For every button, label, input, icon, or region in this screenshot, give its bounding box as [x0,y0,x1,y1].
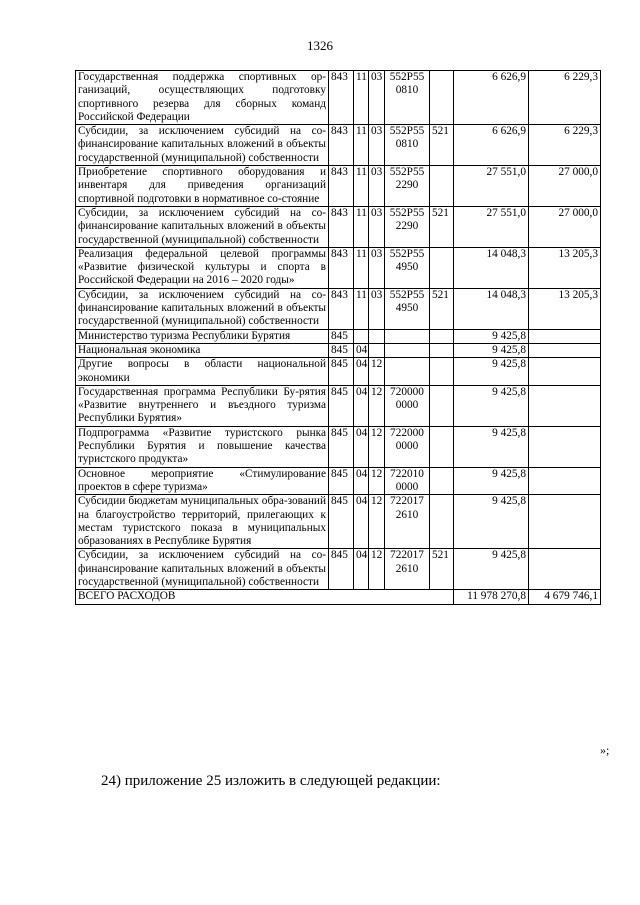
table-row [76,288,601,329]
row-sum-2: 6 229,3 [529,125,601,166]
row-pr [369,329,385,343]
row-pr: 12 [369,495,385,549]
row-name: Реализация федеральной целевой программы «Развитие физической культуры и спорта в Российской Федерации на 2016 – 2020 годы» [76,247,329,288]
row-sum-1: 9 425,8 [454,385,529,426]
row-rz: 04 [354,358,369,386]
row-rz: 04 [354,495,369,549]
row-vr [430,247,454,288]
row-cs: 722000 0000 [385,426,430,467]
row-sum-2 [529,495,601,549]
row-rz: 04 [354,467,369,495]
row-sum-1: 6 626,9 [454,125,529,166]
row-cs: 722017 2610 [385,549,430,590]
row-sum-1: 9 425,8 [454,358,529,386]
row-cs: 722017 2610 [385,495,430,549]
budget-table [75,70,601,605]
row-sum-1: 27 551,0 [454,166,529,207]
row-name: Субсидии, за исключением субсидий на со-финансирование капитальных вложений в объекты государственной (муниципальной) собственности [76,549,329,590]
row-name: Основное мероприятие «Стимулирование проектов в сфере туризма» [76,467,329,495]
table-row [76,549,601,590]
row-vr [430,467,454,495]
row-gr: 845 [329,426,354,467]
row-name: Подпрограмма «Развитие туристского рынка Республики Бурятия и повышение качества туристского продукта» [76,426,329,467]
row-cs: 552P55 4950 [385,288,430,329]
row-pr: 12 [369,358,385,386]
instruction-text: 24) приложение 25 изложить в следующей редакции: [101,773,441,789]
row-name: Государственная программа Республики Бу-рятия «Развитие внутреннего и въездного туризма Республики Бурятия» [76,385,329,426]
row-vr [430,495,454,549]
row-sum-1: 14 048,3 [454,247,529,288]
table-row [76,426,601,467]
table-row [76,467,601,495]
row-name: Субсидии, за исключением субсидий на со-финансирование капитальных вложений в объекты государственной (муниципальной) собственности [76,206,329,247]
row-rz: 11 [354,288,369,329]
row-cs [385,329,430,343]
row-pr [369,343,385,357]
row-name: Национальная экономика [76,343,329,357]
row-sum-2: 27 000,0 [529,206,601,247]
row-rz: 11 [354,125,369,166]
row-vr [430,426,454,467]
table-row [76,247,601,288]
row-sum-2: 27 000,0 [529,166,601,207]
row-sum-2: 6 229,3 [529,71,601,125]
row-rz [354,329,369,343]
table-row [76,71,601,125]
row-pr: 12 [369,549,385,590]
row-gr: 845 [329,343,354,357]
row-gr: 845 [329,358,354,386]
row-vr: 521 [430,206,454,247]
row-gr: 845 [329,385,354,426]
table-body [76,71,601,590]
row-gr: 845 [329,549,354,590]
row-sum-2 [529,343,601,357]
row-vr: 521 [430,549,454,590]
row-cs: 552P55 4950 [385,247,430,288]
row-name: Субсидии, за исключением субсидий на со-финансирование капитальных вложений в объекты государственной (муниципальной) собственности [76,125,329,166]
row-vr [430,329,454,343]
closing-quote: »; [600,743,610,757]
row-sum-2 [529,358,601,386]
row-cs: 552P55 0810 [385,125,430,166]
row-sum-2 [529,426,601,467]
row-sum-1: 9 425,8 [454,343,529,357]
row-pr: 03 [369,206,385,247]
row-gr: 843 [329,206,354,247]
row-sum-2 [529,385,601,426]
total-sum-2: 4 679 746,1 [529,590,601,604]
row-sum-2: 13 205,3 [529,247,601,288]
row-gr: 845 [329,467,354,495]
row-pr: 12 [369,467,385,495]
row-vr: 521 [430,125,454,166]
row-gr: 845 [329,495,354,549]
row-cs: 722010 0000 [385,467,430,495]
row-pr: 03 [369,71,385,125]
row-gr: 845 [329,329,354,343]
row-sum-1: 9 425,8 [454,467,529,495]
row-pr: 03 [369,166,385,207]
row-rz: 11 [354,166,369,207]
table-row [76,495,601,549]
row-pr: 03 [369,288,385,329]
row-sum-1: 27 551,0 [454,206,529,247]
row-sum-2 [529,467,601,495]
row-rz: 04 [354,549,369,590]
row-cs [385,358,430,386]
row-sum-1: 9 425,8 [454,426,529,467]
row-sum-2 [529,329,601,343]
row-cs: 552P55 2290 [385,206,430,247]
total-row [76,590,601,604]
total-sum-1: 11 978 270,8 [454,590,529,604]
row-gr: 843 [329,288,354,329]
row-name: Субсидии бюджетам муниципальных обра-зований на благоустройство территорий, прилегающих к местам туристского показа в муниципальных образованиях в Республике Бурятия [76,495,329,549]
row-cs: 552P55 0810 [385,71,430,125]
row-rz: 04 [354,426,369,467]
row-vr [430,166,454,207]
row-pr: 03 [369,125,385,166]
row-vr [430,343,454,357]
row-gr: 843 [329,247,354,288]
table-row [76,206,601,247]
row-cs: 552P55 2290 [385,166,430,207]
row-name: Другие вопросы в области национальной экономики [76,358,329,386]
row-pr: 03 [369,247,385,288]
row-pr: 12 [369,385,385,426]
row-sum-1: 9 425,8 [454,495,529,549]
row-vr [430,385,454,426]
table-row [76,385,601,426]
table-row [76,329,601,343]
row-cs: 720000 0000 [385,385,430,426]
row-gr: 843 [329,71,354,125]
table-row [76,358,601,386]
row-name: Государственная поддержка спортивных ор-ганизаций, осуществляющих подготовку спортивного резерва для сборных команд Российской Федерации [76,71,329,125]
row-cs [385,343,430,357]
row-name: Министерство туризма Республики Бурятия [76,329,329,343]
row-rz: 04 [354,343,369,357]
row-sum-2 [529,549,601,590]
row-vr: 521 [430,288,454,329]
page-number: 1326 [307,38,333,53]
table-row [76,125,601,166]
row-rz: 11 [354,206,369,247]
row-rz: 04 [354,385,369,426]
row-gr: 843 [329,166,354,207]
row-name: Субсидии, за исключением субсидий на со-финансирование капитальных вложений в объекты государственной (муниципальной) собственности [76,288,329,329]
row-pr: 12 [369,426,385,467]
table-row [76,343,601,357]
row-sum-1: 14 048,3 [454,288,529,329]
row-rz: 11 [354,247,369,288]
total-label: ВСЕГО РАСХОДОВ [76,590,454,604]
row-vr [430,71,454,125]
row-vr [430,358,454,386]
row-sum-1: 9 425,8 [454,549,529,590]
row-gr: 843 [329,125,354,166]
row-sum-2: 13 205,3 [529,288,601,329]
table-row [76,166,601,207]
row-name: Приобретение спортивного оборудования и инвентаря для приведения организаций спортивной подготовки в нормативное со-стояние [76,166,329,207]
row-sum-1: 6 626,9 [454,71,529,125]
row-sum-1: 9 425,8 [454,329,529,343]
row-rz: 11 [354,71,369,125]
